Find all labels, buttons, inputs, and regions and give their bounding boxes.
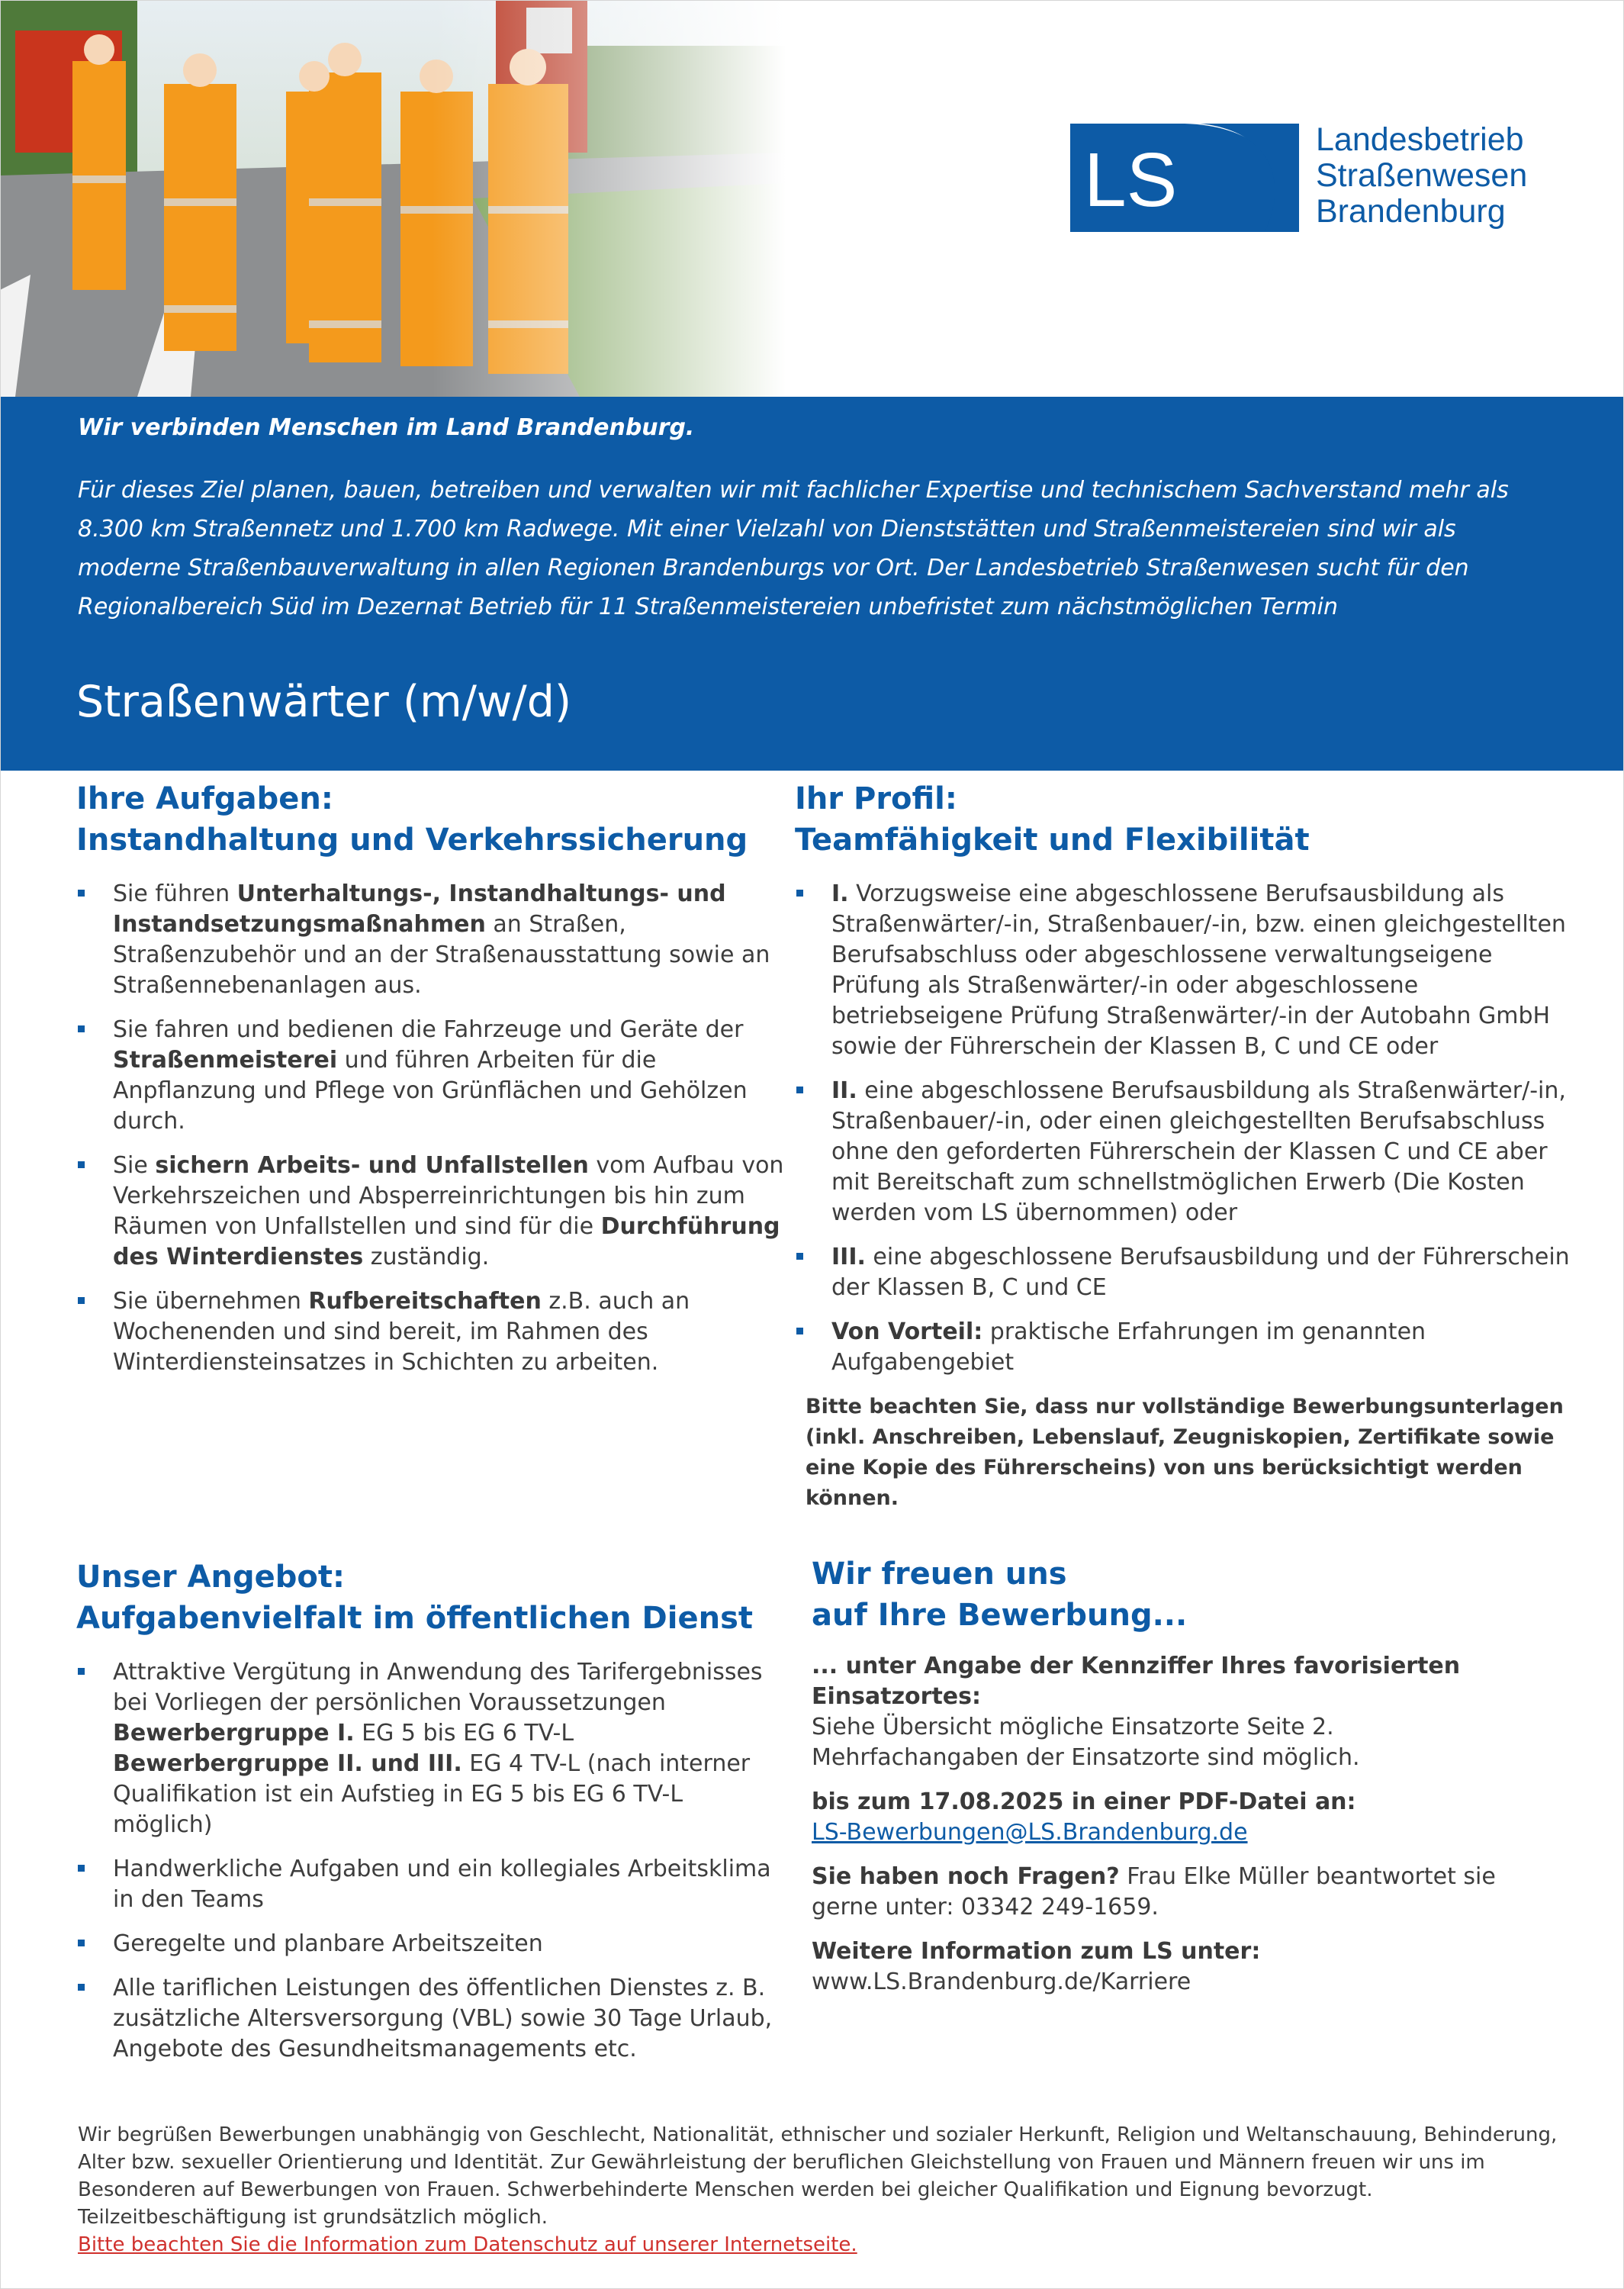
deadline-info: bis zum 17.08.2025 in einer PDF-Datei an: LS-Bewerbungen@LS.Brandenburg.de	[812, 1788, 1356, 1846]
website-url: www.LS.Brandenburg.de/Karriere	[812, 1969, 1191, 1995]
bullet-icon	[796, 1087, 803, 1093]
offer-list	[76, 1657, 786, 2065]
application-note: Bitte beachten Sie, dass nur vollständige Bewerbungsunterlagen (inkl. Anschreiben, Lebenslauf, Zeugniskopien, Zertifikate sowie eine Kopie des Führerscheins) von uns berücksichtigt werden können.	[806, 1395, 1564, 1510]
section-subtitle: auf Ihre Bewerbung...	[812, 1598, 1188, 1633]
bullet-icon	[796, 1253, 803, 1260]
list-item: Sie führen Unterhaltungs-, Instandhaltungs- und Instandsetzungsmaßnahmen an Straßen, Straßenzubehör und an der Straßenausstattung sowie an Straßennebenanlagen aus.	[76, 879, 786, 1001]
section-profil	[795, 778, 1581, 1514]
bullet-icon	[78, 1940, 85, 1946]
section-title: Unser Angebot:	[76, 1560, 345, 1595]
organization-logo	[1070, 122, 1543, 237]
intro-text: Für dieses Ziel planen, bauen, betreiben und verwalten wir mit fachlicher Expertise und technischem Sachverstand mehr als 8.300 km Straßennetz und 1.700 km Radwege. Mit einer Vielzahl von Dienststätten und Straßenmeistereien sind wir als moderne Straßenbauverwaltung in allen Regionen Brandenburgs vor Ort. Der Landesbetrieb Straßenwesen sucht für den Regionalbereich Süd im Dezernat Betrieb für 11 Straßenmeistereien unbefristet zum nächstmöglichen Termin	[78, 477, 1509, 620]
list-item: Attraktive Vergütung in Anwendung des Tarifergebnisses bei Vorliegen der persönlichen Voraussetzungen Bewerbergruppe I. EG 5 bis EG 6 TV-L Bewerbergruppe II. und III. EG 4 TV-L (nach interner Qualifikation ist ein Aufstieg in EG 5 bis EG 6 TV-L möglich)	[76, 1657, 786, 1840]
section-subtitle: Aufgabenvielfalt im öffentlichen Dienst	[76, 1601, 753, 1636]
hero-photo	[0, 0, 786, 397]
list-item: Sie übernehmen Rufbereitschaften z.B. auch an Wochenenden und sind bereit, im Rahmen des Winterdiensteinsatzes in Schichten zu arbeiten.	[76, 1286, 786, 1378]
list-item: Von Vorteil: praktische Erfahrungen im genannten Aufgabengebiet	[795, 1317, 1581, 1378]
org-name-line-1: Landesbetrieb	[1316, 121, 1524, 158]
section-bewerbung	[812, 1553, 1544, 2011]
org-name-line-2: Straßenwesen	[1316, 157, 1528, 194]
website-info: Weitere Information zum LS unter: www.LS.Brandenburg.de/Karriere	[812, 1938, 1261, 1995]
list-item: III. eine abgeschlossene Berufsausbildung und der Führerschein der Klassen B, C und CE	[795, 1242, 1581, 1303]
list-item: Sie sichern Arbeits- und Unfallstellen vom Aufbau von Verkehrszeichen und Absperreinrichtungen bis hin zum Räumen von Unfallstellen und sind für die Durchführung des Winterdienstes zuständig.	[76, 1151, 786, 1273]
list-item: II. eine abgeschlossene Berufsausbildung als Straßenwärter/-in, Straßenbauer/-in, oder einen gleichgestellten Berufsabschluss ohne den geforderten Führerschein der Klassen C und CE aber mit Bereitschaft zum schnellstmöglichen Erwerb (Die Kosten werden vom LS übernommen) oder	[795, 1076, 1581, 1228]
section-title: Ihr Profil:	[795, 781, 957, 816]
section-aufgaben	[76, 778, 786, 1392]
list-item: I. Vorzugsweise eine abgeschlossene Berufsausbildung als Straßenwärter/-in, Straßenbauer/-in, bzw. einen gleichgestellten Berufsabschluss oder abgeschlossene verwaltungseigene Prüfung als Straßenwärter/-in oder abgeschlossene betriebseigene Prüfung Straßenwärter/-in der Autobahn GmbH sowie der Führerschein der Klassen B, C und CE oder	[795, 879, 1581, 1062]
bullet-icon	[78, 890, 85, 897]
list-item: Sie fahren und bedienen die Fahrzeuge und Geräte der Straßenmeisterei und führen Arbeiten für die Anpflanzung und Pflege von Grünflächen und Gehölzen durch.	[76, 1015, 786, 1137]
list-item: Geregelte und planbare Arbeitszeiten	[76, 1929, 786, 1959]
bullet-icon	[796, 1328, 803, 1334]
privacy-link[interactable]: Bitte beachten Sie die Information zum Datenschutz auf unserer Internetseite.	[78, 2233, 857, 2256]
task-list	[76, 879, 786, 1378]
org-name-line-3: Brandenburg	[1316, 193, 1506, 230]
organization-name	[1316, 122, 1527, 230]
bullet-icon	[796, 890, 803, 897]
logo-mark: LS	[1084, 137, 1178, 223]
footer	[78, 2121, 1558, 2258]
road-workers-photo	[0, 0, 786, 397]
bullet-icon	[78, 1297, 85, 1304]
kennziffer-info: ... unter Angabe der Kennziffer Ihres favorisierten Einsatzortes: Siehe Übersicht mögliche Einsatzorte Seite 2. Mehrfachangaben der Einsatzorte sind möglich.	[812, 1653, 1461, 1771]
job-title: Straßenwärter (m/w/d)	[76, 677, 572, 727]
section-title: Ihre Aufgaben:	[76, 781, 333, 816]
requirement-list	[795, 879, 1581, 1378]
bullet-icon	[78, 1161, 85, 1168]
section-title: Wir freuen uns	[812, 1557, 1067, 1592]
equal-opportunity-text: Wir begrüßen Bewerbungen unabhängig von Geschlecht, Nationalität, ethnischer und sozialer Herkunft, Religion und Weltanschauung, Behinderung, Alter bzw. sexueller Orientierung und Identität. Zur Gewährleistung der beruflichen Gleichstellung von Frauen und Männern freuen wir uns im Besonderen auf Bewerbungen von Frauen. Schwerbehinderte Menschen werden bei gleicher Qualifikation und Eignung bevorzugt. Teilzeitbeschäftigung ist grundsätzlich möglich.	[78, 2123, 1558, 2229]
email-link[interactable]: LS-Bewerbungen@LS.Brandenburg.de	[812, 1819, 1248, 1846]
bullet-icon	[78, 1984, 85, 1991]
tagline: Wir verbinden Menschen im Land Brandenburg.	[78, 414, 695, 441]
section-subtitle: Teamfähigkeit und Flexibilität	[795, 823, 1310, 858]
bullet-icon	[78, 1025, 85, 1032]
questions-info: Sie haben noch Fragen? Frau Elke Müller beantwortet sie gerne unter: 03342 249-1659.	[812, 1863, 1496, 1920]
bullet-icon	[78, 1865, 85, 1872]
list-item: Alle tariflichen Leistungen des öffentlichen Dienstes z. B. zusätzliche Altersversorgung (VBL) sowie 30 Tage Urlaub, Angebote des Gesundheitsmanagements etc.	[76, 1973, 786, 2065]
section-subtitle: Instandhaltung und Verkehrssicherung	[76, 823, 748, 858]
section-angebot	[76, 1557, 786, 2078]
list-item: Handwerkliche Aufgaben und ein kollegiales Arbeitsklima in den Teams	[76, 1854, 786, 1915]
bullet-icon	[78, 1668, 85, 1675]
